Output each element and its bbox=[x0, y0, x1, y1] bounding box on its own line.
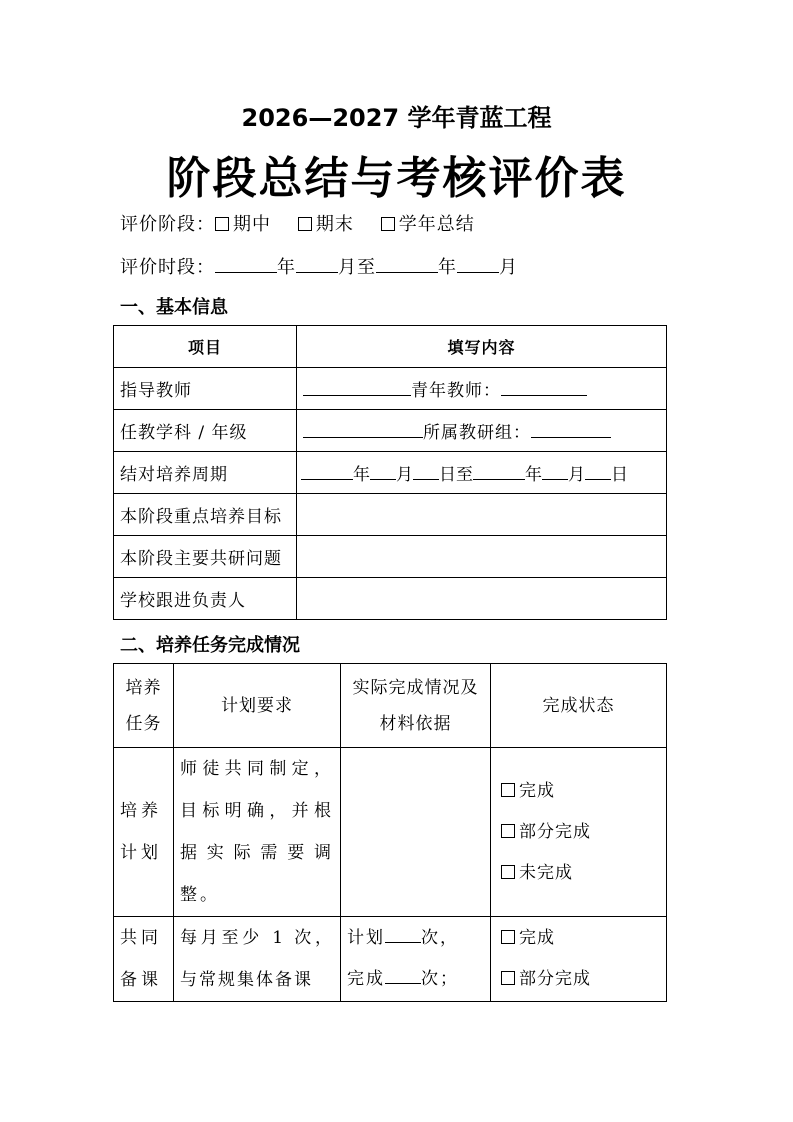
table-header-row bbox=[114, 326, 667, 368]
requirement-text: 师徒共同制定，目标明确，并根据实际需要调整。 bbox=[174, 748, 341, 917]
checkbox[interactable] bbox=[501, 865, 515, 879]
content-cell[interactable] bbox=[297, 410, 667, 452]
status-cell bbox=[491, 917, 667, 1002]
actual-cell[interactable] bbox=[341, 917, 491, 1002]
row-label: 学校跟进负责人 bbox=[114, 578, 297, 620]
unit-year: 年 bbox=[525, 465, 542, 485]
blank-field[interactable] bbox=[501, 381, 587, 396]
blank-field[interactable] bbox=[215, 258, 277, 273]
content-cell[interactable] bbox=[297, 494, 667, 536]
checkbox[interactable] bbox=[501, 971, 515, 985]
basic-info-table bbox=[113, 325, 667, 620]
section1-heading: 一、基本信息 bbox=[120, 297, 228, 318]
document-title-main: 阶段总结与考核评价表 bbox=[166, 153, 627, 204]
table-row bbox=[114, 410, 667, 452]
row-label: 任教学科 / 年级 bbox=[114, 410, 297, 452]
task-completion-table bbox=[113, 663, 667, 1002]
status-label: 完成 bbox=[519, 928, 555, 948]
header-actual: 实际完成情况及材料依据 bbox=[341, 664, 491, 748]
table-row bbox=[114, 536, 667, 578]
task-name: 培养计划 bbox=[114, 748, 174, 917]
blank-field[interactable] bbox=[457, 258, 499, 273]
field-label: 所属教研组： bbox=[423, 423, 531, 443]
unit-month: 月 bbox=[396, 465, 413, 485]
blank-field[interactable] bbox=[385, 969, 421, 984]
blank-field[interactable] bbox=[542, 465, 568, 480]
blank-field[interactable] bbox=[370, 465, 396, 480]
table-row bbox=[114, 917, 667, 1002]
table-row bbox=[114, 748, 667, 917]
unit-year: 年 bbox=[277, 257, 296, 278]
field-label: 青年教师： bbox=[411, 381, 501, 401]
eval-stage-line bbox=[120, 210, 475, 236]
checkbox[interactable] bbox=[381, 217, 395, 231]
blank-field[interactable] bbox=[531, 423, 611, 438]
option-midterm: 期中 bbox=[233, 214, 271, 235]
header-requirement: 计划要求 bbox=[174, 664, 341, 748]
checkbox[interactable] bbox=[215, 217, 229, 231]
status-label: 未完成 bbox=[519, 862, 573, 883]
header-item: 项目 bbox=[114, 326, 297, 368]
actual-cell[interactable] bbox=[341, 748, 491, 917]
status-label: 部分完成 bbox=[519, 821, 591, 842]
blank-field[interactable] bbox=[301, 465, 353, 480]
blank-field[interactable] bbox=[473, 465, 525, 480]
checkbox[interactable] bbox=[298, 217, 312, 231]
unit-times: 次； bbox=[421, 969, 459, 989]
unit-month-to: 月至 bbox=[338, 257, 376, 278]
status-label: 部分完成 bbox=[519, 969, 591, 989]
blank-field[interactable] bbox=[303, 423, 423, 438]
status-option[interactable] bbox=[501, 812, 660, 853]
status-option[interactable] bbox=[501, 918, 660, 959]
header-status: 完成状态 bbox=[491, 664, 667, 748]
plan-count-line bbox=[347, 918, 484, 959]
blank-field[interactable] bbox=[385, 928, 421, 943]
requirement-text: 每月至少 1 次，与常规集体备课 bbox=[174, 917, 341, 1002]
section2-heading: 二、培养任务完成情况 bbox=[120, 635, 300, 656]
checkbox[interactable] bbox=[501, 930, 515, 944]
unit-year: 年 bbox=[353, 465, 370, 485]
row-label: 本阶段主要共研问题 bbox=[114, 536, 297, 578]
status-cell bbox=[491, 748, 667, 917]
row-label: 指导教师 bbox=[114, 368, 297, 410]
task-name: 共同备课 bbox=[114, 917, 174, 1002]
unit-day-to: 日至 bbox=[439, 465, 473, 485]
status-label: 完成 bbox=[519, 780, 555, 801]
unit-month: 月 bbox=[568, 465, 585, 485]
document-title-line1: 2026—2027 学年青蓝工程 bbox=[241, 104, 552, 132]
status-option[interactable] bbox=[501, 771, 660, 812]
row-label: 本阶段重点培养目标 bbox=[114, 494, 297, 536]
blank-field[interactable] bbox=[585, 465, 611, 480]
row-label: 结对培养周期 bbox=[114, 452, 297, 494]
checkbox[interactable] bbox=[501, 824, 515, 838]
done-label: 完成 bbox=[347, 969, 385, 989]
unit-times: 次， bbox=[421, 928, 459, 948]
table-row bbox=[114, 452, 667, 494]
option-final: 期末 bbox=[315, 214, 354, 235]
content-cell[interactable] bbox=[297, 536, 667, 578]
blank-field[interactable] bbox=[296, 258, 338, 273]
option-year-summary: 学年总结 bbox=[398, 214, 475, 235]
unit-month: 月 bbox=[499, 257, 518, 278]
table-header-row bbox=[114, 664, 667, 748]
plan-label: 计划 bbox=[347, 928, 385, 948]
blank-field[interactable] bbox=[376, 258, 438, 273]
blank-field[interactable] bbox=[303, 381, 411, 396]
header-task: 培养任务 bbox=[114, 664, 174, 748]
content-cell[interactable] bbox=[297, 368, 667, 410]
blank-field[interactable] bbox=[413, 465, 439, 480]
status-option[interactable] bbox=[501, 959, 660, 1000]
done-count-line bbox=[347, 959, 484, 1000]
table-row bbox=[114, 368, 667, 410]
content-cell[interactable] bbox=[297, 578, 667, 620]
status-option[interactable] bbox=[501, 853, 660, 894]
unit-year: 年 bbox=[438, 257, 457, 278]
content-cell[interactable] bbox=[297, 452, 667, 494]
eval-period-line bbox=[120, 253, 518, 279]
table-row bbox=[114, 578, 667, 620]
eval-period-label: 评价时段： bbox=[120, 257, 215, 278]
header-content: 填写内容 bbox=[297, 326, 667, 368]
unit-day: 日 bbox=[611, 465, 628, 485]
checkbox[interactable] bbox=[501, 783, 515, 797]
table-row bbox=[114, 494, 667, 536]
eval-stage-label: 评价阶段： bbox=[120, 214, 215, 235]
